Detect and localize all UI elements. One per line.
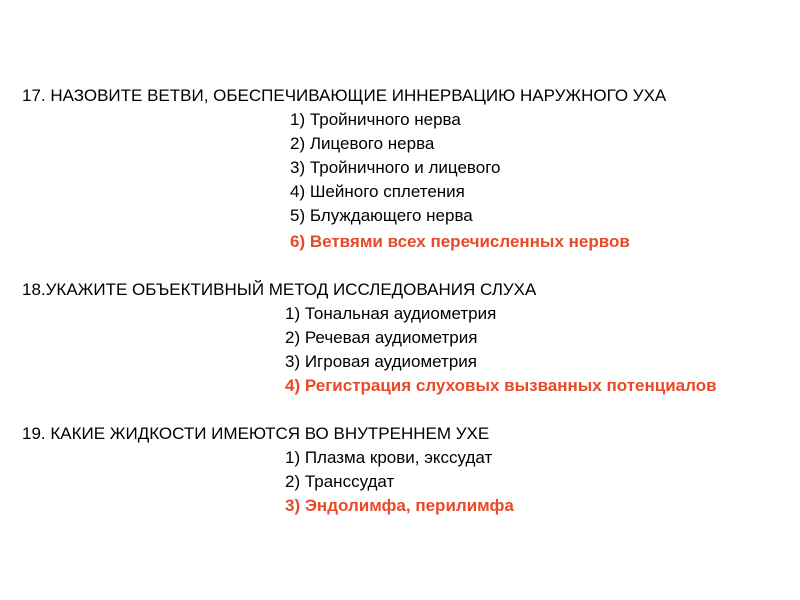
question-19-title: 19. КАКИЕ ЖИДКОСТИ ИМЕЮТСЯ ВО ВНУТРЕННЕМ УХЕ (22, 424, 490, 443)
question-19-answer-1: 1) Плазма крови, экссудат (285, 448, 493, 467)
question-17-title: 17. НАЗОВИТЕ ВЕТВИ, ОБЕСПЕЧИВАЮЩИЕ ИННЕРВАЦИЮ НАРУЖНОГО УХА (22, 86, 667, 105)
question-18-title: 18.УКАЖИТЕ ОБЪЕКТИВНЫЙ МЕТОД ИССЛЕДОВАНИЯ СЛУХА (22, 280, 537, 299)
question-17-answer-4: 4) Шейного сплетения (290, 182, 465, 201)
question-19-answer-3-correct: 3) Эндолимфа, перилимфа (285, 496, 514, 515)
question-18-answer-3: 3) Игровая аудиометрия (285, 352, 477, 371)
question-19-answer-2: 2) Транссудат (285, 472, 395, 491)
question-17-answer-2: 2) Лицевого нерва (290, 134, 435, 153)
question-18-answer-2: 2) Речевая аудиометрия (285, 328, 478, 347)
question-18-answer-4-correct: 4) Регистрация слуховых вызванных потенциалов (285, 376, 717, 395)
question-17-answer-3: 3) Тройничного и лицевого (290, 158, 501, 177)
question-17-answer-5: 5) Блуждающего нерва (290, 206, 473, 225)
question-17-answer-6-correct: 6) Ветвями всех перечисленных нервов (290, 232, 630, 251)
question-18-answer-1: 1) Тональная аудиометрия (285, 304, 497, 323)
question-17-answer-1: 1) Тройничного нерва (290, 110, 461, 129)
